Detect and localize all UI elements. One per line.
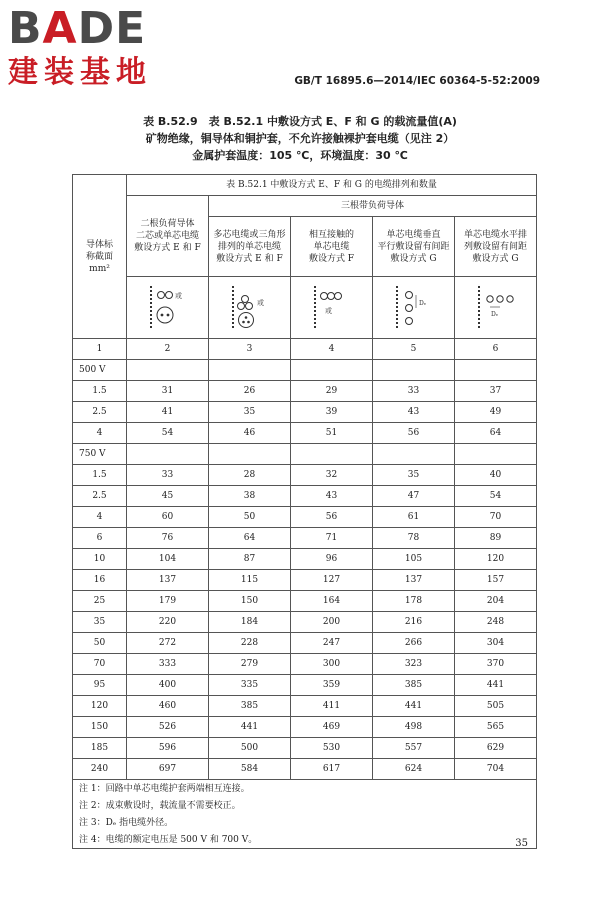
- ampacity-cell: 120: [455, 549, 537, 570]
- ampacity-cell: 164: [291, 591, 373, 612]
- multicore-trefoil-header: [209, 217, 291, 277]
- header-line: 敷设方式 F: [308, 253, 355, 264]
- diagram-or-label: 或: [324, 306, 332, 315]
- empty-cell: [455, 360, 537, 381]
- diagram-vertical-spaced: [373, 277, 455, 339]
- ampacity-cell: 46: [209, 423, 291, 444]
- ampacity-cell: 71: [291, 528, 373, 549]
- column-number: 3: [209, 339, 291, 360]
- header-line: 平行敷设留有间距: [377, 241, 450, 252]
- table-row: [73, 591, 537, 612]
- logo-letter: B: [8, 3, 43, 54]
- column-number: 5: [373, 339, 455, 360]
- ampacity-cell: 460: [127, 696, 209, 717]
- ampacity-cell: 45: [127, 486, 209, 507]
- ampacity-cell: 54: [455, 486, 537, 507]
- ampacity-cell: 56: [291, 507, 373, 528]
- ampacity-cell: 41: [127, 402, 209, 423]
- ampacity-cell: 60: [127, 507, 209, 528]
- ampacity-cell: 32: [291, 465, 373, 486]
- ampacity-cell: 200: [291, 612, 373, 633]
- ampacity-cell: 400: [127, 675, 209, 696]
- note-text: 注 3：Dₑ 指电缆外径。: [73, 814, 537, 831]
- ampacity-cell: 64: [455, 423, 537, 444]
- ampacity-cell: 104: [127, 549, 209, 570]
- ampacity-cell: 105: [373, 549, 455, 570]
- ampacity-cell: 96: [291, 549, 373, 570]
- ampacity-cell: 220: [127, 612, 209, 633]
- ampacity-cell: 216: [373, 612, 455, 633]
- ampacity-cell: 584: [209, 759, 291, 780]
- ampacity-cell: 56: [373, 423, 455, 444]
- empty-cell: [127, 444, 209, 465]
- touching-single-core-header: [291, 217, 373, 277]
- conductor-size-cell: 70: [73, 654, 127, 675]
- conductor-size-cell: 35: [73, 612, 127, 633]
- ampacity-cell: 64: [209, 528, 291, 549]
- ampacity-cell: 505: [455, 696, 537, 717]
- column-number-row: [73, 339, 537, 360]
- table-row: [73, 759, 537, 780]
- ampacity-cell: 47: [373, 486, 455, 507]
- ampacity-cell: 54: [127, 423, 209, 444]
- page-number: 35: [515, 838, 528, 849]
- ampacity-cell: 526: [127, 717, 209, 738]
- conductor-size-cell: 240: [73, 759, 127, 780]
- ampacity-cell: 51: [291, 423, 373, 444]
- logo-letter-accent: A: [42, 3, 78, 54]
- header-line: 单芯电缆垂直: [386, 229, 441, 240]
- ampacity-cell: 137: [127, 570, 209, 591]
- conductor-size-cell: 150: [73, 717, 127, 738]
- empty-cell: [209, 360, 291, 381]
- two-loaded-conductors-header: [127, 196, 209, 277]
- empty-cell: [127, 360, 209, 381]
- table-row: [73, 570, 537, 591]
- ampacity-cell: 43: [373, 402, 455, 423]
- ampacity-cell: 78: [373, 528, 455, 549]
- ampacity-cell: 37: [455, 381, 537, 402]
- ampacity-cell: 441: [373, 696, 455, 717]
- logo-subtitle: 建装基地: [8, 55, 152, 90]
- table-row: [73, 507, 537, 528]
- ampacity-cell: 498: [373, 717, 455, 738]
- horizontal-spaced-header: [455, 217, 537, 277]
- empty-cell: [455, 444, 537, 465]
- conductor-size-cell: 6: [73, 528, 127, 549]
- table-title: [0, 113, 600, 164]
- diameter-label: Dₑ: [490, 310, 498, 318]
- empty-cell: [291, 444, 373, 465]
- title-line-2: 矿物绝缘，铜导体和铜护套，不允许接触裸护套电缆（见注 2）: [145, 132, 455, 145]
- ampacity-cell: 300: [291, 654, 373, 675]
- ampacity-cell: 596: [127, 738, 209, 759]
- ampacity-cell: 266: [373, 633, 455, 654]
- header-line: 单芯电缆水平排: [464, 229, 528, 240]
- ampacity-cell: 43: [291, 486, 373, 507]
- conductor-size-cell: 50: [73, 633, 127, 654]
- ampacity-cell: 359: [291, 675, 373, 696]
- table-row: [73, 717, 537, 738]
- ampacity-cell: 385: [373, 675, 455, 696]
- ampacity-cell: 530: [291, 738, 373, 759]
- ampacity-cell: 115: [209, 570, 291, 591]
- header-line: 敷设方式 E 和 F: [134, 243, 201, 253]
- note-row: [73, 797, 537, 814]
- ampacity-table: [72, 174, 537, 849]
- column-number: 6: [455, 339, 537, 360]
- cable-arrangement-icon: [143, 283, 193, 333]
- table-row: [73, 633, 537, 654]
- ampacity-cell: 624: [373, 759, 455, 780]
- ampacity-cell: 29: [291, 381, 373, 402]
- diagram-two-core: [127, 277, 209, 339]
- logo-wordmark: [8, 3, 152, 54]
- ampacity-cell: 441: [455, 675, 537, 696]
- ampacity-cell: 150: [209, 591, 291, 612]
- ampacity-cell: 70: [455, 507, 537, 528]
- empty-cell: [373, 360, 455, 381]
- note-row: [73, 780, 537, 798]
- ampacity-cell: 76: [127, 528, 209, 549]
- table-row: [73, 402, 537, 423]
- note-text: 注 1：回路中单芯电缆护套两端相互连接。: [73, 780, 537, 798]
- title-line-1: 表 B.52.9 表 B.52.1 中敷设方式 E、F 和 G 的载流量值(A): [143, 115, 457, 128]
- ampacity-cell: 61: [373, 507, 455, 528]
- ampacity-cell: 557: [373, 738, 455, 759]
- arrangement-header: 表 B.52.1 中敷设方式 E、F 和 G 的电缆排列和数量: [127, 175, 537, 196]
- note-text: 注 2：成束敷设时，载流量不需要校正。: [73, 797, 537, 814]
- conductor-size-cell: 185: [73, 738, 127, 759]
- table-row: [73, 696, 537, 717]
- standard-code: GB/T 16895.6—2014/IEC 60364-5-52:2009: [294, 75, 540, 87]
- three-loaded-conductors-header: 三根带负荷导体: [209, 196, 537, 217]
- voltage-group-row: [73, 360, 537, 381]
- table-row: [73, 423, 537, 444]
- ampacity-cell: 697: [127, 759, 209, 780]
- ampacity-cell: 33: [127, 465, 209, 486]
- table-row: [73, 738, 537, 759]
- ampacity-cell: 323: [373, 654, 455, 675]
- ampacity-cell: 441: [209, 717, 291, 738]
- ampacity-cell: 50: [209, 507, 291, 528]
- header-line: 敷设方式 G: [472, 253, 519, 264]
- ampacity-cell: 49: [455, 402, 537, 423]
- ampacity-cell: 247: [291, 633, 373, 654]
- table-row: [73, 486, 537, 507]
- conductor-size-cell: 2.5: [73, 486, 127, 507]
- ampacity-cell: 304: [455, 633, 537, 654]
- voltage-label: 500 V: [73, 360, 127, 381]
- empty-cell: [209, 444, 291, 465]
- header-line: 敷设方式 E 和 F: [216, 253, 283, 264]
- ampacity-cell: 89: [455, 528, 537, 549]
- table-row: [73, 654, 537, 675]
- ampacity-cell: 35: [373, 465, 455, 486]
- ampacity-cell: 87: [209, 549, 291, 570]
- header-line: 相互接触的: [308, 229, 354, 240]
- table-row: [73, 675, 537, 696]
- diagram-or-label: 或: [174, 291, 182, 300]
- cable-arrangement-icon: [225, 283, 275, 333]
- ampacity-cell: 137: [373, 570, 455, 591]
- conductor-size-cell: 16: [73, 570, 127, 591]
- header-line: 列敷设留有间距: [464, 241, 528, 252]
- diagram-touching: [291, 277, 373, 339]
- cable-arrangement-icon: [307, 283, 357, 333]
- ampacity-cell: 335: [209, 675, 291, 696]
- conductor-size-cell: 95: [73, 675, 127, 696]
- ampacity-cell: 248: [455, 612, 537, 633]
- header-line: 称截面: [85, 251, 113, 262]
- conductor-size-cell: 2.5: [73, 402, 127, 423]
- empty-cell: [291, 360, 373, 381]
- ampacity-cell: 370: [455, 654, 537, 675]
- ampacity-cell: 39: [291, 402, 373, 423]
- cable-arrangement-icon: [471, 283, 521, 333]
- header-line: mm²: [89, 263, 110, 274]
- ampacity-cell: 411: [291, 696, 373, 717]
- conductor-size-cell: 25: [73, 591, 127, 612]
- cable-arrangement-icon: [389, 283, 439, 333]
- ampacity-cell: 31: [127, 381, 209, 402]
- voltage-label: 750 V: [73, 444, 127, 465]
- ampacity-cell: 40: [455, 465, 537, 486]
- ampacity-cell: 179: [127, 591, 209, 612]
- diagram-trefoil: [209, 277, 291, 339]
- ampacity-cell: 385: [209, 696, 291, 717]
- ampacity-cell: 704: [455, 759, 537, 780]
- ampacity-cell: 469: [291, 717, 373, 738]
- note-row: [73, 814, 537, 831]
- header-line: 二芯或单芯电缆: [135, 231, 199, 241]
- ampacity-cell: 127: [291, 570, 373, 591]
- header-line: 导体标: [85, 239, 113, 250]
- logo: [8, 3, 152, 90]
- header-line: 二根负荷导体: [140, 219, 195, 229]
- ampacity-cell: 178: [373, 591, 455, 612]
- table-body: [73, 339, 537, 849]
- conductor-size-cell: 10: [73, 549, 127, 570]
- column-number: 4: [291, 339, 373, 360]
- ampacity-cell: 33: [373, 381, 455, 402]
- column-number: 2: [127, 339, 209, 360]
- table-row: [73, 528, 537, 549]
- ampacity-cell: 500: [209, 738, 291, 759]
- title-line-3: 金属护套温度：105 ℃，环境温度：30 ℃: [192, 149, 408, 162]
- ampacity-cell: 617: [291, 759, 373, 780]
- note-row: [73, 831, 537, 849]
- ampacity-cell: 272: [127, 633, 209, 654]
- table-row: [73, 612, 537, 633]
- header-line: 排列的单芯电缆: [217, 241, 281, 252]
- header-line: 单芯电缆: [313, 241, 350, 252]
- diagram-or-label: 或: [256, 298, 264, 307]
- diameter-label: Dₑ: [418, 299, 426, 307]
- table-row: [73, 465, 537, 486]
- ampacity-cell: 228: [209, 633, 291, 654]
- conductor-size-cell: 4: [73, 423, 127, 444]
- conductor-size-cell: 1.5: [73, 465, 127, 486]
- empty-cell: [373, 444, 455, 465]
- ampacity-cell: 38: [209, 486, 291, 507]
- conductor-size-cell: 4: [73, 507, 127, 528]
- ampacity-cell: 565: [455, 717, 537, 738]
- note-text: 注 4：电缆的额定电压是 500 V 和 700 V。: [73, 831, 537, 849]
- conductor-size-cell: 120: [73, 696, 127, 717]
- ampacity-cell: 629: [455, 738, 537, 759]
- column-number: 1: [73, 339, 127, 360]
- conductor-size-header: [73, 175, 127, 339]
- diagram-horizontal-spaced: [455, 277, 537, 339]
- logo-letters: DE: [77, 3, 147, 54]
- ampacity-cell: 184: [209, 612, 291, 633]
- ampacity-cell: 333: [127, 654, 209, 675]
- vertical-spaced-header: [373, 217, 455, 277]
- ampacity-cell: 35: [209, 402, 291, 423]
- voltage-group-row: [73, 444, 537, 465]
- ampacity-cell: 157: [455, 570, 537, 591]
- ampacity-cell: 279: [209, 654, 291, 675]
- conductor-size-cell: 1.5: [73, 381, 127, 402]
- ampacity-cell: 28: [209, 465, 291, 486]
- ampacity-cell: 26: [209, 381, 291, 402]
- header-line: 多芯电缆或三角形: [213, 229, 286, 240]
- table-row: [73, 381, 537, 402]
- header-line: 敷设方式 G: [390, 253, 437, 264]
- ampacity-cell: 204: [455, 591, 537, 612]
- table-row: [73, 549, 537, 570]
